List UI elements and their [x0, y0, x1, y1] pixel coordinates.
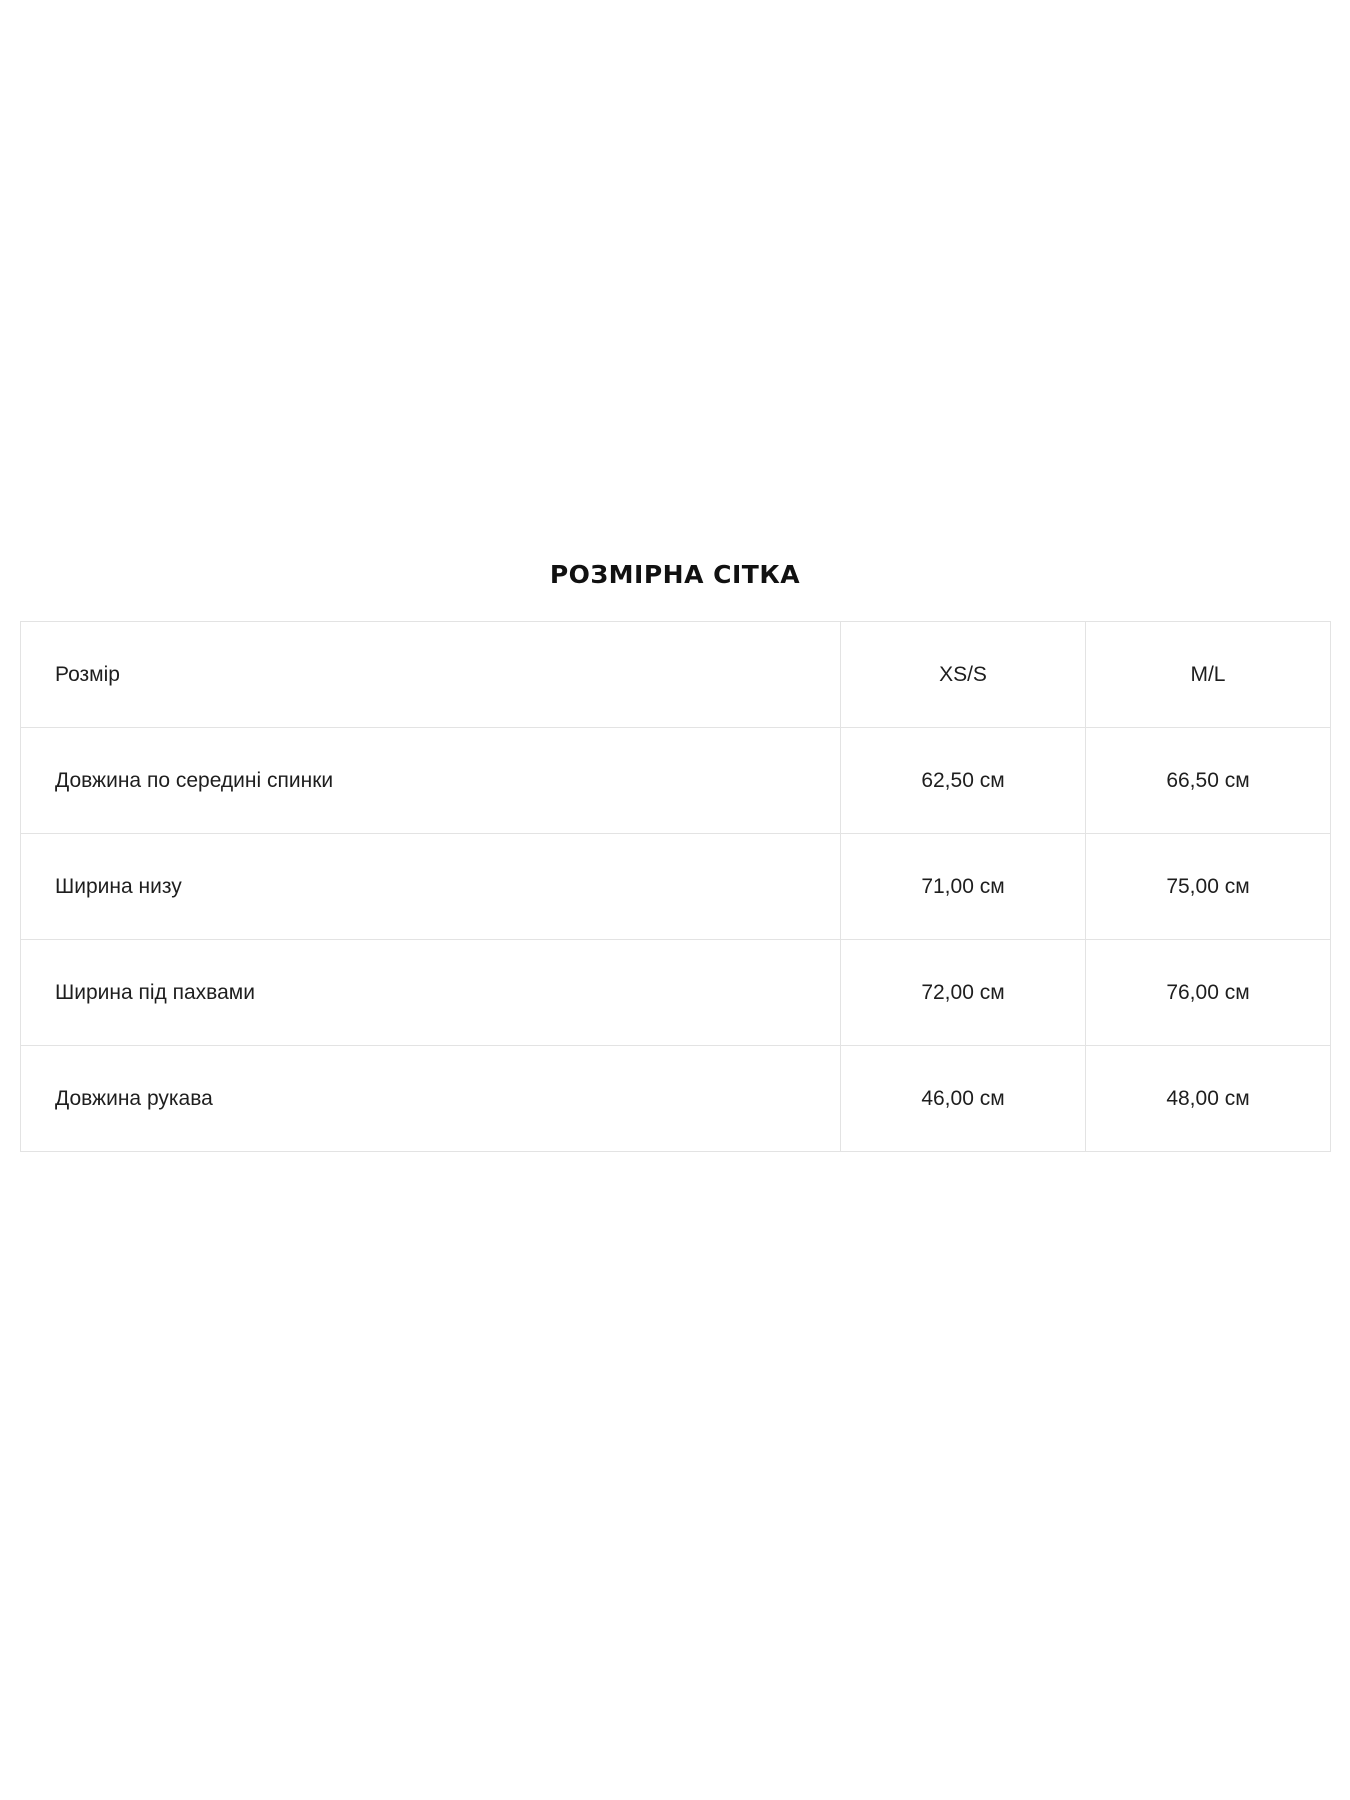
row-value-xs-s: 46,00 см	[841, 1046, 1086, 1152]
row-value-m-l: 66,50 см	[1086, 728, 1331, 834]
table-row	[21, 940, 1331, 1046]
row-label: Довжина рукава	[21, 1046, 841, 1152]
row-value-xs-s: 71,00 см	[841, 834, 1086, 940]
size-chart-table	[20, 621, 1331, 1152]
row-label: Ширина під пахвами	[21, 940, 841, 1046]
row-label: Довжина по середині спинки	[21, 728, 841, 834]
column-header-size: Розмір	[21, 622, 841, 728]
row-value-xs-s: 72,00 см	[841, 940, 1086, 1046]
table-row	[21, 834, 1331, 940]
table-header-row	[21, 622, 1331, 728]
column-header-xs-s: XS/S	[841, 622, 1086, 728]
size-chart-section	[20, 560, 1330, 1152]
row-value-m-l: 76,00 см	[1086, 940, 1331, 1046]
row-value-m-l: 48,00 см	[1086, 1046, 1331, 1152]
table-row	[21, 728, 1331, 834]
page-title: РОЗМІРНА СІТКА	[549, 560, 801, 589]
row-label: Ширина низу	[21, 834, 841, 940]
table-row	[21, 1046, 1331, 1152]
row-value-m-l: 75,00 см	[1086, 834, 1331, 940]
column-header-m-l: M/L	[1086, 622, 1331, 728]
row-value-xs-s: 62,50 см	[841, 728, 1086, 834]
